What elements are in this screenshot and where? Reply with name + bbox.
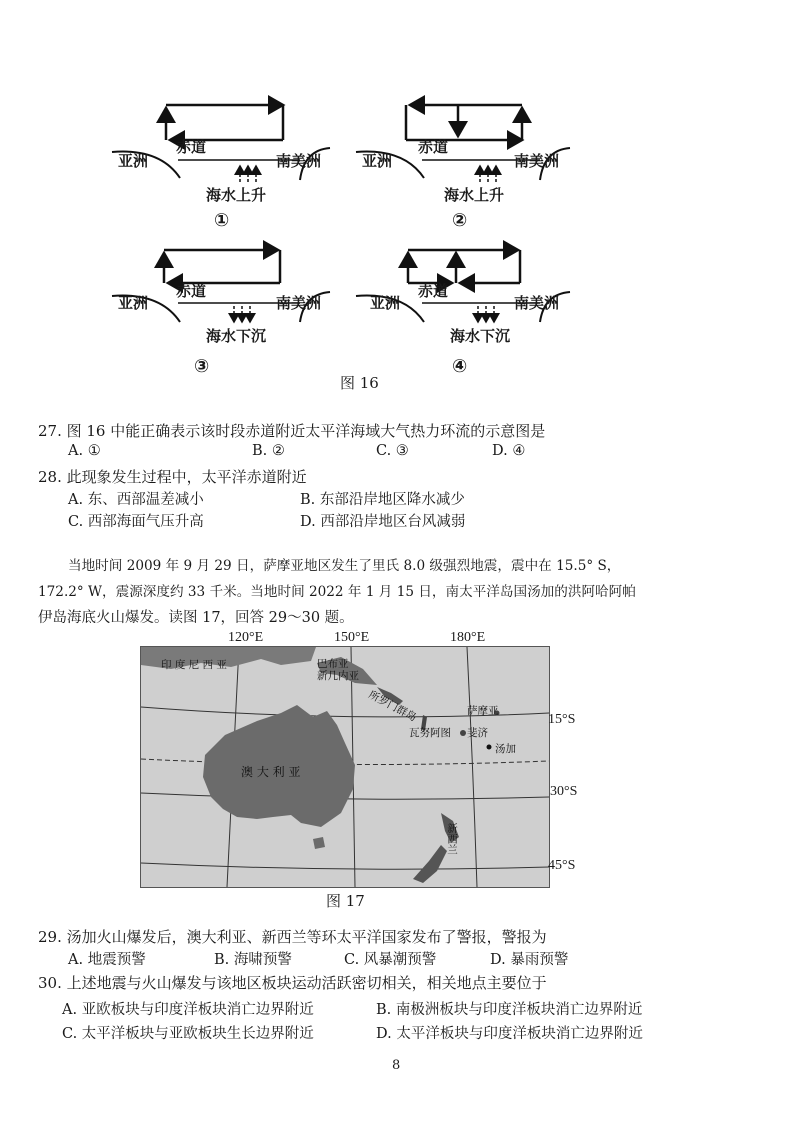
passage-line-1: 当地时间 2009 年 9 月 29 日，萨摩亚地区发生了里氏 8.0 级强烈地震，震中在 15.5° S， — [68, 558, 621, 574]
parallel-45s — [141, 863, 549, 869]
page-number: 8 — [392, 1058, 401, 1073]
figure-17-caption: 图 17 — [326, 892, 365, 910]
tonga-dot — [487, 745, 492, 750]
d1-number: ① — [214, 210, 230, 231]
label-png: 巴布亚 新几内亚 — [317, 658, 359, 682]
figure-16 — [0, 0, 800, 400]
q27-option-c: C. ③ — [376, 443, 409, 459]
q27-stem: 27. 图 16 中能正确表示该时段赤道附近太平洋海域大气热力环流的示意图是 — [38, 422, 546, 440]
q27-option-b: B. ② — [252, 443, 285, 459]
nz-south-land — [413, 845, 447, 883]
q30-option-c: C. 太平洋板块与亚欧板块生长边界附近 — [62, 1026, 314, 1042]
d1-left-label: 亚洲 — [118, 152, 149, 170]
tasmania-land — [313, 837, 325, 849]
q30-option-d: D. 太平洋板块与印度洋板块消亡边界附近 — [376, 1026, 643, 1042]
figure-17-map — [140, 646, 550, 888]
d4-number: ④ — [452, 356, 468, 377]
q27-option-d: D. ④ — [492, 443, 526, 459]
q28-option-c: C. 西部海面气压升高 — [68, 514, 204, 530]
q28-option-a: A. 东、西部温差减小 — [68, 492, 204, 508]
d2-ocean-label: 海水上升 — [444, 186, 505, 204]
d3-center-label: 赤道 — [176, 282, 207, 300]
passage-line-2: 172.2° W，震源深度约 33 千米。当地时间 2022 年 1 月 15 日，南太平洋岛国汤加的洪阿哈阿帕 — [38, 584, 636, 600]
q30-option-a: A. 亚欧板块与印度洋板块消亡边界附近 — [62, 1002, 314, 1018]
q28-option-b: B. 东部沿岸地区降水减少 — [300, 492, 465, 508]
meridian-180e — [467, 647, 477, 887]
lat-label-15s: 15°S — [548, 712, 576, 727]
d2-left-label: 亚洲 — [362, 152, 393, 170]
d4-left-label: 亚洲 — [370, 294, 401, 312]
label-samoa: 萨摩亚 — [467, 705, 499, 717]
d1-center-label: 赤道 — [176, 138, 207, 156]
d1-right-label: 南美洲 — [276, 152, 322, 170]
q28-stem: 28. 此现象发生过程中，太平洋赤道附近 — [38, 468, 307, 486]
q30-option-b: B. 南极洲板块与印度洋板块消亡边界附近 — [376, 1002, 643, 1018]
figure-16-caption: 图 16 — [340, 374, 379, 392]
label-solomon: 所罗门群岛 — [366, 688, 419, 725]
d3-right-label: 南美洲 — [276, 294, 322, 312]
label-tonga: 汤加 — [495, 743, 516, 755]
d4-right-label: 南美洲 — [514, 294, 560, 312]
q27-option-a: A. ① — [68, 443, 101, 459]
label-indonesia: 印 度 尼 西 亚 — [161, 659, 227, 671]
q30-stem: 30. 上述地震与火山爆发与该地区板块运动活跃密切相关，相关地点主要位于 — [38, 974, 547, 992]
q29-option-a: A. 地震预警 — [68, 952, 146, 968]
lon-label-150e: 150°E — [334, 630, 370, 645]
q29-stem: 29. 汤加火山爆发后，澳大利亚、新西兰等环太平洋国家发布了警报，警报为 — [38, 928, 547, 946]
d3-left-label: 亚洲 — [118, 294, 149, 312]
map-svg — [141, 647, 549, 887]
d1-ocean-label: 海水上升 — [206, 186, 267, 204]
d2-center-label: 赤道 — [418, 138, 449, 156]
label-australia: 澳 大 利 亚 — [241, 765, 301, 779]
d2-right-label: 南美洲 — [514, 152, 560, 170]
passage-line-3: 伊岛海底火山爆发。读图 17，回答 29～30 题。 — [38, 610, 354, 626]
q29-option-c: C. 风暴潮预警 — [344, 952, 437, 968]
lon-label-120e: 120°E — [228, 630, 264, 645]
d4-center-label: 赤道 — [418, 282, 449, 300]
lon-label-180e: 180°E — [450, 630, 486, 645]
q28-option-d: D. 西部沿岸地区台风减弱 — [300, 514, 466, 530]
lat-label-45s: 45°S — [548, 858, 576, 873]
label-nz: 新西兰 — [446, 823, 458, 855]
label-fiji: 斐济 — [467, 727, 488, 739]
d2-number: ② — [452, 210, 468, 231]
d3-ocean-label: 海水下沉 — [206, 327, 267, 345]
fiji-land — [460, 730, 466, 736]
d4-ocean-label: 海水下沉 — [450, 327, 511, 345]
label-vanuatu: 瓦努阿图 — [409, 727, 451, 739]
d3-number: ③ — [194, 356, 210, 377]
q29-option-d: D. 暴雨预警 — [490, 952, 569, 968]
lat-label-30s: 30°S — [550, 784, 578, 799]
q29-option-b: B. 海啸预警 — [214, 952, 292, 968]
